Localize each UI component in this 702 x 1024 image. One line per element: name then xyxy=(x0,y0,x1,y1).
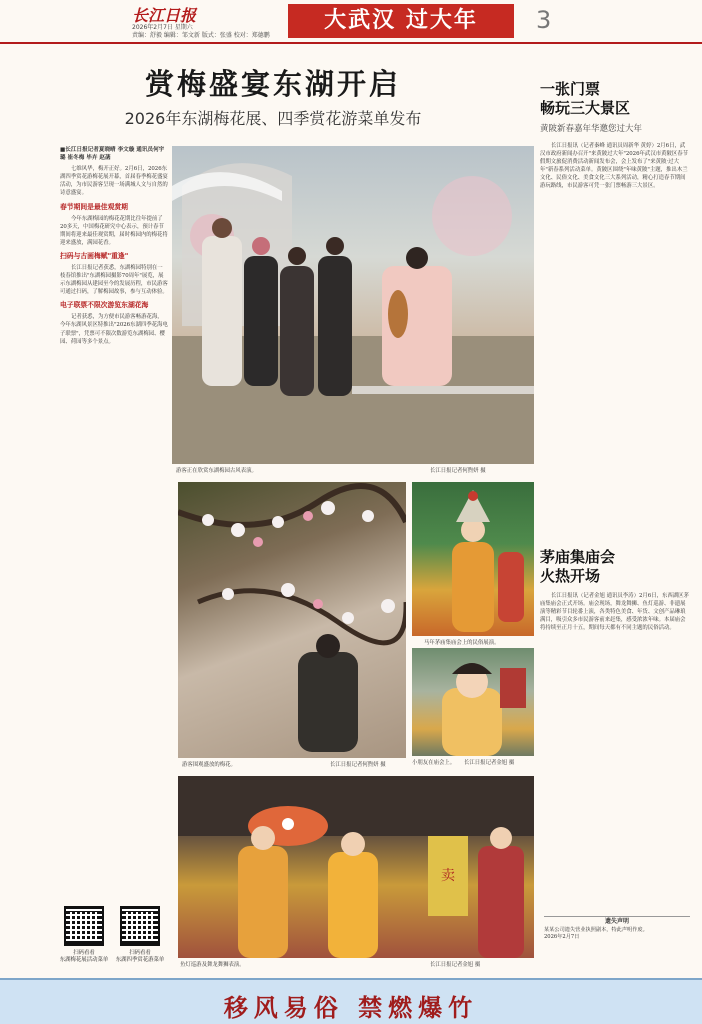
photo-caption: 马年茅庙集庙会上的民俗展演。 xyxy=(424,640,500,646)
qr-area xyxy=(60,906,170,972)
article-paragraph: 长江日报讯（记者金旭 通讯员李涛）2月6日，东西湖区茅庙集庙会正式开场。庙会现场，舞龙舞狮、鱼灯巡游、非遗展演等精彩节目轮番上演，各类特色美食、年货、文创产品琳琅满目，吸引众多市民游客前来赶集，感受浓浓年味。本届庙会将持续至正月十五，期间每天都有不同主题的民俗活动。 xyxy=(540,593,689,632)
qr-code-icon[interactable] xyxy=(120,906,160,946)
article-title-fair: 茅庙集庙会 火热开场 xyxy=(540,548,616,585)
issue-editors: 责编：舒毅 编辑：邹文新 版式：张盛 校对：郑德鹏 xyxy=(132,32,270,39)
page-number: 3 xyxy=(536,6,552,34)
photo-credit: 长江日报记者何煦妍 摄 xyxy=(430,468,486,474)
child-at-fair-image xyxy=(412,648,534,756)
photo-credit: 长江日报记者何煦妍 摄 xyxy=(330,762,386,768)
svg-text:卖: 卖 xyxy=(441,868,455,884)
photo-lion xyxy=(412,648,534,756)
page-subtitle: 2026年东湖梅花展、四季赏花游菜单发布 xyxy=(124,109,422,128)
photo-plum xyxy=(178,482,406,758)
page-title: 赏梅盛宴东湖开启 xyxy=(144,67,401,101)
issue-meta xyxy=(132,24,270,40)
notice-box xyxy=(544,916,690,974)
section-title-3: 电子联票不限次游览东湖花海 xyxy=(60,301,149,310)
photo-caption: 游客正在欣赏东湖梅园古风表演。 xyxy=(176,468,257,474)
photo-dance xyxy=(178,776,534,958)
intro-paragraph: 七维风华，梅开正好。2月6日，2026东湖四季赏花游梅花展开幕，首届春季梅花盛宴活动，为市民游客呈现一场满城人文与自然的诗意盛宴。 xyxy=(60,166,168,197)
article-paragraph: 长江日报讯（记者秦峰 通讯员周新华 黄婷）2月6日，武汉市政府新闻办召开"来黄陂过大年"2026年武汉市黄陂区春节假期文旅促消费活动新闻发布会，会上发布了"来黄陂·过大年"新春系列活动菜单。黄陂区围绕"年味黄陂"主题，推出木兰文化、民俗文化、美食文化三大系列活动，精心打造春节期间游玩路线，市民游客可凭一张门票畅游三大景区。 xyxy=(540,143,689,190)
section-text-2: 长江日报记者获悉，东湖梅园特别在一枝春馆推出"东湖梅园摄影70周年"展览，展示东湖梅园从建园至今的发展历程，市民游客可通过扫码，了解梅园故事，参与互动体验。 xyxy=(60,264,168,296)
photo-main xyxy=(172,146,534,464)
section-title-1: 春节期间是最佳观赏期 xyxy=(60,202,128,211)
article-title-ticket: 一张门票 畅玩三大景区 xyxy=(540,80,631,117)
notice-title: 遗失声明 xyxy=(604,918,629,925)
article-text-ticket xyxy=(540,142,690,536)
photo-parade xyxy=(412,482,534,636)
section-text-3: 记者获悉，为方便市民游客畅游花海，今年东湖风景区特推出"2026东湖四季花海电子联票"，凭票可不限次数游览东湖梅园、樱园、荷园等多个景点。 xyxy=(60,314,168,345)
photo-caption: 游客围观盛放的梅花。 xyxy=(182,762,236,768)
qr-code-icon[interactable] xyxy=(64,906,104,946)
article-subtitle-ticket: 黄陂新春嘉年华邀您过大年 xyxy=(540,124,643,134)
photo-credit: 长江日报记者金旭 摄 xyxy=(464,760,515,766)
photo-credit: 长江日报记者金旭 摄 xyxy=(430,962,481,968)
fish-lantern-parade-image xyxy=(178,776,534,958)
section-banner: 大武汉 过大年 xyxy=(288,4,514,38)
newspaper-logo: 长江日报 xyxy=(132,6,197,25)
photo-caption: 小朋友在庙会上。 xyxy=(412,760,456,766)
byline: ■长江日报记者夏晓晴 李文璇 通讯员何宇璐 崔冬梅 毕卉 赵菡 xyxy=(60,147,165,162)
qr-caption: 扫码看看 东湖梅花展活动菜单 xyxy=(59,950,109,963)
masthead xyxy=(0,0,702,44)
qr-caption: 扫码看看 东湖四季赏花游菜单 xyxy=(115,950,165,963)
footer-banner xyxy=(0,978,702,1024)
plum-blossom-image xyxy=(178,482,406,758)
article-text-fair xyxy=(540,592,690,908)
plum-garden-performance-image xyxy=(172,146,534,464)
section-title-2: 扫码与古画梅赋"重逢" xyxy=(60,251,129,260)
folk-performer-image xyxy=(412,482,534,636)
main-article-text xyxy=(60,146,168,906)
notice-text: 某某公司遗失营业执照副本，特此声明作废。 2026年2月7日 xyxy=(544,927,648,941)
section-text-1: 今年东湖梅园的梅花花期比往年提前了20多天，中国梅花研究中心表示，预计春节期间将迎来最佳观赏期，届时梅园内的梅花将迎来盛放，满园花香。 xyxy=(60,215,168,246)
footer-slogan: 移风易俗 禁燃爆竹 xyxy=(223,994,479,1022)
photo-caption: 鱼灯巡游及舞龙舞狮表演。 xyxy=(180,962,245,968)
issue-date: 2026年2月7日 星期六 xyxy=(132,24,193,31)
